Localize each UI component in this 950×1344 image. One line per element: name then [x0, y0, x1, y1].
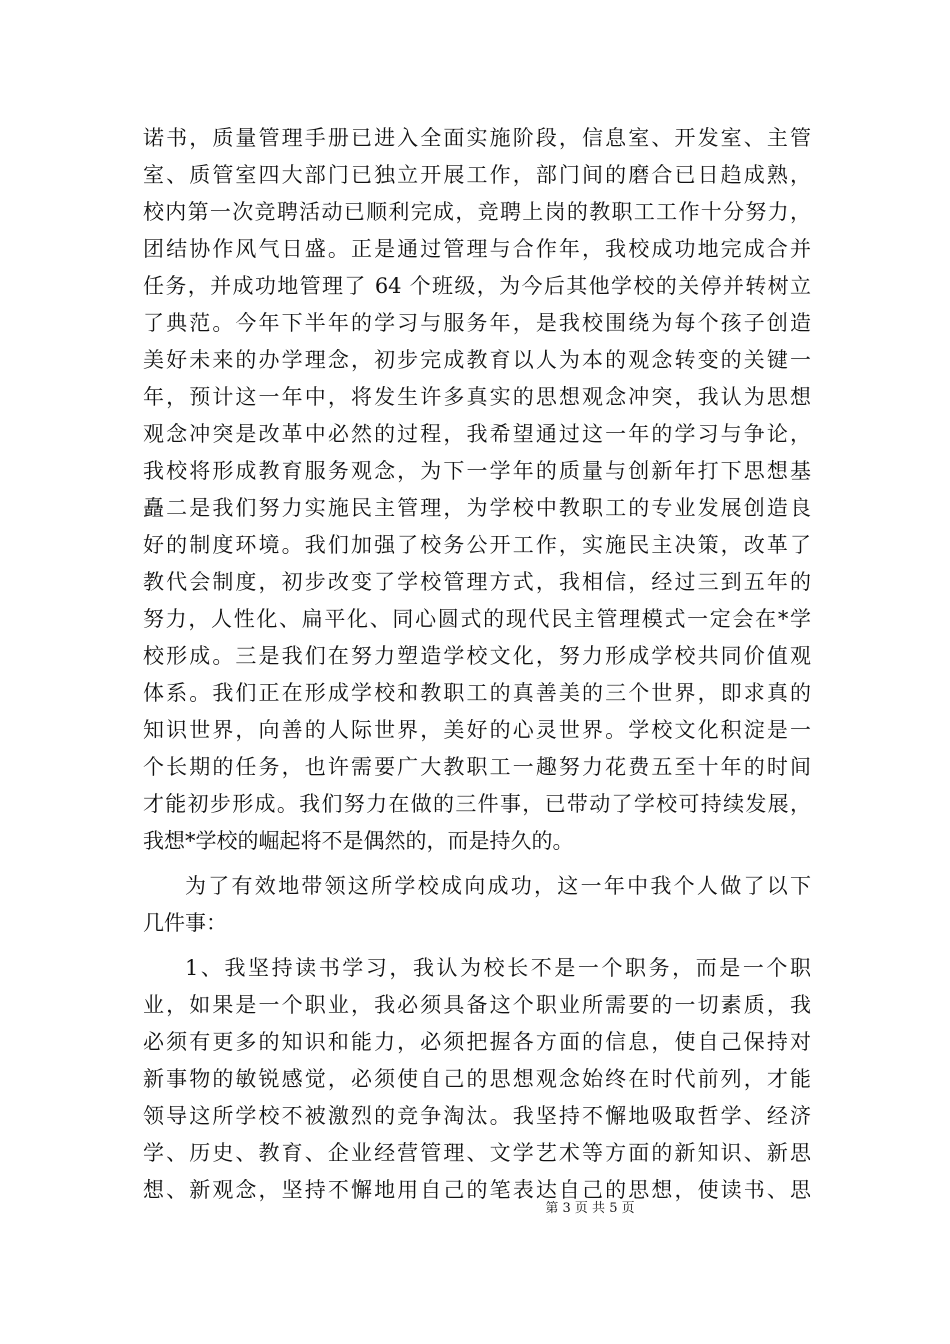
text-line: 业，如果是一个职业，我必须具备这个职业所需要的一切素质，我	[143, 993, 811, 1017]
text-line: 知识世界，向善的人际世界，美好的心灵世界。学校文化积淀是一	[143, 718, 811, 742]
text-line: 必须有更多的知识和能力，必须把握各方面的信息，使自己保持对	[143, 1030, 811, 1054]
text-line: 才能初步形成。我们努力在做的三件事，已带动了学校可持续发展，	[143, 792, 811, 816]
text-line: 领导这所学校不被激烈的竞争淘汰。我坚持不懈地吸取哲学、经济	[143, 1104, 811, 1128]
text-line: 任务，并成功地管理了 64 个班级，为今后其他学校的关停并转树立	[143, 274, 811, 298]
text-line: 想、新观念，坚持不懈地用自己的笔表达自己的思想，使读书、思	[143, 1178, 811, 1202]
page-footer	[0, 1197, 950, 1216]
text-line: 努力，人性化、扁平化、同心圆式的现代民主管理模式一定会在*学	[143, 607, 811, 631]
text-line: 年，预计这一年中，将发生许多真实的思想观念冲突，我认为思想	[143, 385, 811, 409]
text-line: 为了有效地带领这所学校成向成功，这一年中我个人做了以下	[185, 874, 811, 898]
paragraph-2	[143, 868, 811, 942]
text-line: 学、历史、教育、企业经营管理、文学艺术等方面的新知识、新思	[143, 1141, 811, 1165]
text-line: 了典范。今年下半年的学习与服务年，是我校围绕为每个孩子创造	[143, 311, 811, 335]
text-line: 团结协作风气日盛。正是通过管理与合作年，我校成功地完成合并	[143, 237, 811, 261]
text-line: 观念冲突是改革中必然的过程，我希望通过这一年的学习与争论，	[143, 422, 811, 446]
paragraph-3	[143, 950, 811, 1209]
text-line: 我校将形成教育服务观念，为下一学年的质量与创新年打下思想基	[143, 459, 811, 483]
text-line: 美好未来的办学理念，初步完成教育以人为本的观念转变的关键一	[143, 348, 811, 372]
text-line: 室、质管室四大部门已独立开展工作，部门间的磨合已日趋成熟，	[143, 163, 811, 187]
text-line: 好的制度环境。我们加强了校务公开工作，实施民主决策，改革了	[143, 533, 811, 557]
text-line: 我想*学校的崛起将不是偶然的，而是持久的。	[143, 829, 574, 853]
text-line: 诺书，质量管理手册已进入全面实施阶段，信息室、开发室、主管	[143, 126, 811, 150]
text-line: 1、我坚持读书学习，我认为校长不是一个职务，而是一个职	[185, 956, 811, 980]
text-line: 新事物的敏锐感觉，必须使自己的思想观念始终在时代前列，才能	[143, 1067, 811, 1091]
text-line: 校内第一次竞聘活动已顺利完成，竞聘上岗的教职工工作十分努力，	[143, 200, 811, 224]
text-line: 几件事：	[143, 911, 227, 935]
text-line: 个长期的任务，也许需要广大教职工一趣努力花费五至十年的时间	[143, 755, 811, 779]
document-body	[143, 120, 811, 1209]
paragraph-1	[143, 120, 811, 860]
text-line: 校形成。三是我们在努力塑造学校文化，努力形成学校共同价值观	[143, 644, 811, 668]
page-number: 第 3 页 共 5 页	[545, 1201, 635, 1216]
text-line: 教代会制度，初步改变了学校管理方式，我相信，经过三到五年的	[143, 570, 811, 594]
text-line: 矗二是我们努力实施民主管理，为学校中教职工的专业发展创造良	[143, 496, 811, 520]
text-line: 体系。我们正在形成学校和教职工的真善美的三个世界，即求真的	[143, 681, 811, 705]
